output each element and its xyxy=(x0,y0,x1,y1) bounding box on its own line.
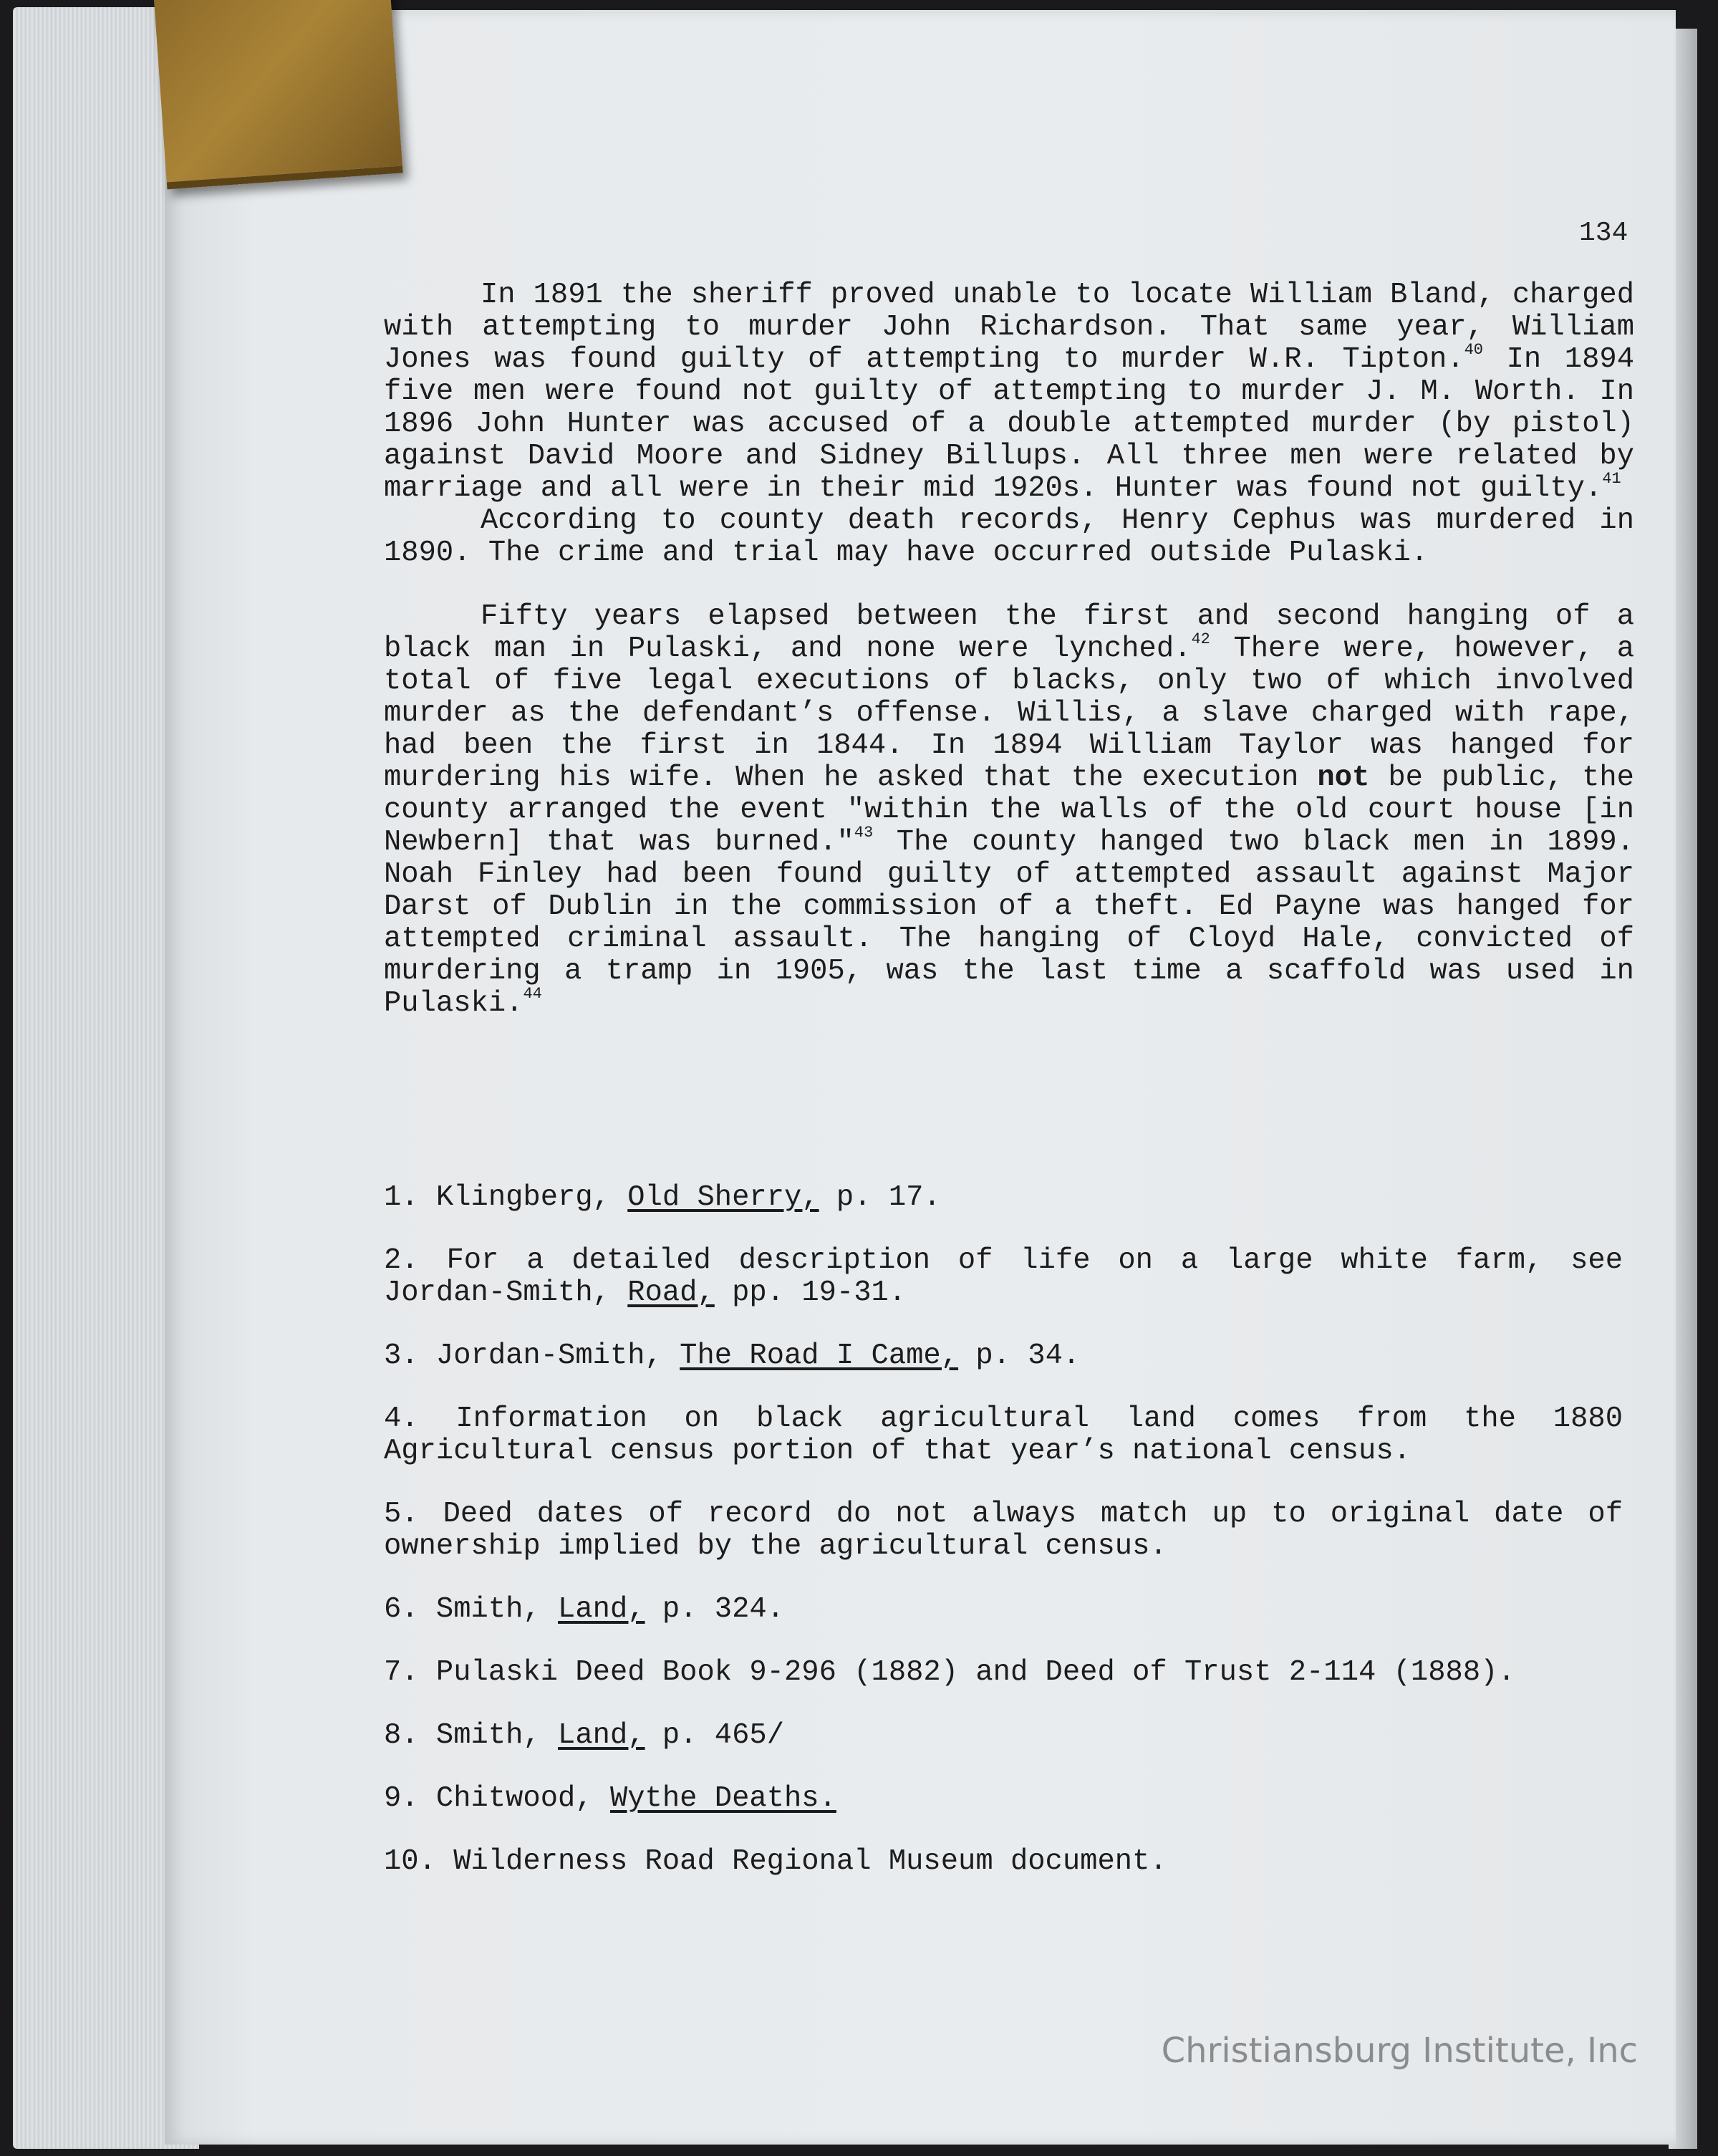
endnote-title: Land, xyxy=(558,1719,645,1752)
body-text xyxy=(384,279,1634,1020)
endnote-text: 5. Deed dates of record do not always match up to original date of ownership implied by the agricultural census. xyxy=(384,1498,1623,1563)
page-number: 134 xyxy=(1579,218,1628,249)
endnote-text: 7. Pulaski Deed Book 9-296 (1882) and Deed of Trust 2-114 (1888). xyxy=(384,1656,1515,1689)
paragraph-text: Fifty years elapsed between the first and second hanging of a black man in Pulaski, and none were lynched. xyxy=(384,600,1634,665)
endnote-title: The Road I Came, xyxy=(680,1339,959,1372)
endnote xyxy=(384,1594,1623,1626)
endnote xyxy=(384,1657,1623,1689)
paragraph-text: In 1891 the sheriff proved unable to locate William Bland, charged with attempting to murder John Richardson. That same year, William Jones was found guilty of attempting to murder W.R. Tipton. xyxy=(384,279,1634,376)
footnote-ref: 41 xyxy=(1602,470,1621,488)
footnote-ref: 40 xyxy=(1464,341,1483,359)
endnote xyxy=(384,1245,1623,1309)
endnote-text: 4. Information on black agricultural land comes from the 1880 Agricultural census portion of that year’s national census. xyxy=(384,1402,1623,1468)
endnote-text: 2. For a detailed description of life on a large white farm, see Jordan-Smith, xyxy=(384,1244,1623,1309)
endnote-text: 8. Smith, xyxy=(384,1719,559,1752)
paragraph-text: be public, the county arranged the event "within the walls of the old court house [in Newbern] that was burned." xyxy=(384,761,1634,859)
body-paragraph xyxy=(384,601,1634,1020)
endnote-text: 3. Jordan-Smith, xyxy=(384,1339,680,1372)
endnote-title: Land, xyxy=(558,1593,645,1626)
endnotes-list xyxy=(384,1182,1623,1909)
endnote xyxy=(384,1720,1623,1752)
footnote-ref: 43 xyxy=(854,824,874,842)
endnote-title: Road, xyxy=(627,1276,715,1309)
endnote-text: 6. Smith, xyxy=(384,1593,559,1626)
endnote xyxy=(384,1403,1623,1468)
endnote-title: Wythe Deaths. xyxy=(609,1782,836,1815)
paragraph-text: The county hanged two black men in 1899. Noah Finley had been found guilty of attempted assault against Major Darst of Dublin in the commission of a theft. Ed Payne was hanged for attempted criminal assault. The hanging of Cloyd Hale, convicted of murdering a tramp in 1905, was the last time a scaffold was used in Pulaski. xyxy=(384,826,1634,1020)
endnote-text: p. 465/ xyxy=(645,1719,785,1752)
paragraph-text: In 1894 five men were found not guilty of attempting to murder J. M. Worth. In 1896 John Hunter was accused of a double attempted murder (by pistol) against David Moore and Sidney Billups. All three men were related by marriage and all were in their mid 1920s. Hunter was found not guilty. xyxy=(384,343,1635,505)
endnote-text: pp. 19-31. xyxy=(714,1276,907,1309)
endnote xyxy=(384,1498,1623,1563)
footnote-ref: 44 xyxy=(523,985,542,1003)
watermark: Christiansburg Institute, Inc xyxy=(1161,2031,1638,2071)
endnote xyxy=(384,1783,1623,1815)
paragraph-text: According to county death records, Henry Cephus was murdered in 1890. The crime and trial may have occurred outside Pulaski. xyxy=(384,504,1634,569)
endnote-text: 9. Chitwood, xyxy=(384,1782,610,1815)
body-paragraph xyxy=(384,279,1634,505)
endnote-text: p. 34. xyxy=(958,1339,1081,1372)
body-paragraph xyxy=(384,505,1634,569)
endnote xyxy=(384,1846,1623,1878)
emphasis-bold: not xyxy=(1317,761,1370,794)
endnote xyxy=(384,1182,1623,1214)
endnote xyxy=(384,1340,1623,1372)
endnote-text: 1. Klingberg, xyxy=(384,1181,628,1214)
bookmark-clip xyxy=(154,0,403,189)
footnote-ref: 42 xyxy=(1191,630,1210,648)
endnote-title: Old Sherry, xyxy=(627,1181,819,1214)
endnote-text: 10. Wilderness Road Regional Museum document. xyxy=(384,1845,1167,1878)
paragraph-text: There were, however, a total of five legal executions of blacks, only two of which involved murder as the defendant’s offense. Willis, a slave charged with rape, had been the first in 1844. In 1894 William Taylor was hanged for murdering his wife. When he asked that the execution xyxy=(384,632,1635,794)
endnote-text: p. 324. xyxy=(645,1593,785,1626)
endnote-text: p. 17. xyxy=(819,1181,941,1214)
